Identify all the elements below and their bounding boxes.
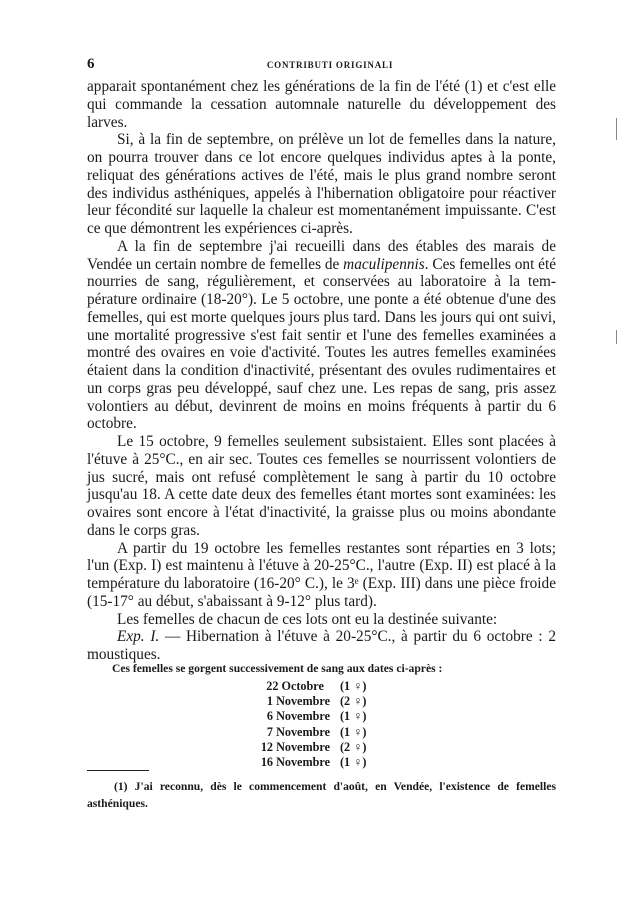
count: (1 ♀): [340, 724, 367, 739]
date: 6 Novembre: [266, 709, 330, 724]
text: — Hibernation à l'étuve à 20-25°C., à partir du 6 octobre : 2 moustiques.: [87, 628, 556, 663]
text: . Ces femelles ont été nourries de sang, régulièrement, et conservées au laboratoire à la température ordinaire (18-20°). Le 5 octobre, une ponte a été obtenue d'une des femelles, qui est morte quelques jours plus tard. Dans les jours qui ont suivi, une mortalité progressive s'est fait sentir et l'une des femelles examinées a montré des ovaires en voie d'activité. Toutes les autres femelles examinées étaient dans la condition d'inactivité, présentant des ovules rudimentaires et un corps gras peu développé, sauf chez une. Les repas de sang, pris assez volontiers au début, devinrent de moins en moins fréquents à partir du 6 octobre.: [87, 255, 556, 433]
paragraph: apparait spontanément chez les générations de la fin de l'été (1) et c'est elle qui commande la cessation automnale naturelle du développement des larves.: [87, 78, 556, 131]
feeding-intro: Ces femelles se gorgent successivement de sang aux dates ci-après :: [112, 662, 443, 675]
species-name: maculipennis: [343, 255, 425, 273]
count: (2 ♀): [340, 739, 367, 754]
list-item: [230, 725, 366, 740]
count: (2 ♀): [340, 694, 367, 709]
footnote-text: (1) J'ai reconnu, dès le commencement d'août, en Vendée, l'existence de femelles asthéniques.: [87, 780, 556, 810]
body-text: [87, 78, 556, 664]
paragraph: A partir du 19 octobre les femelles restantes sont réparties en 3 lots; l'un (Exp. I) est maintenu à l'étuve à 20-25°C., l'autre (Exp. II) est placé à la température du laboratoire (16-20° C.), le 3ᵉ (Exp. III) dans une pièce froide (15-17° au début, s'abaissant à 9-12° plus tard).: [87, 539, 556, 610]
page-number: 6: [87, 56, 95, 72]
paragraph: Si, à la fin de septembre, on prélève un lot de femelles dans la nature, on pourra trouver dans ce lot encore quelques individus aptes à la ponte, reliquat des générations actives de l'été, mais le plus grand nombre seront des individus asthéniques, appelés à l'hibernation obligatoire pour réactiver leur fécondité sur laquelle la chaleur est momentanément impuissante. C'est ce que démontrent les expériences ci-après.: [87, 131, 556, 237]
list-item: [230, 679, 366, 694]
date: 7 Novembre: [266, 724, 330, 739]
paragraph: [87, 628, 556, 664]
feeding-dates-list: [230, 679, 366, 770]
text: A la fin de septembre j'ai recueilli dans des étables des marais de Vendée un certain nombre de femelles de: [87, 237, 556, 273]
date: 16 Novembre: [260, 755, 330, 770]
footnote-divider: [87, 770, 149, 771]
paragraph: Les femelles de chacun de ces lots ont eu la destinée suivante:: [117, 610, 498, 628]
count: (1 ♀): [340, 679, 367, 693]
date: 1 Novembre: [266, 694, 330, 709]
running-head: CONTRIBUTI ORIGINALI: [266, 60, 394, 70]
scan-edge-mark: [616, 118, 617, 140]
date: 22 Octobre: [266, 679, 330, 693]
count: (1 ♀): [340, 755, 367, 770]
count: (1 ♀): [340, 709, 367, 724]
footnote: [87, 778, 556, 812]
paragraph: Le 15 octobre, 9 femelles seulement subsistaient. Elles sont placées à l'étuve à 25°C., en air sec. Toutes ces femelles se nourrissent volontiers de jus sucré, mais ont refusé complètement le sang à partir du 10 octobre jusqu'au 18. A cette date deux des femelles étant mortes sont examinées: les ovaires sont encore à l'état d'inactivité, la graisse plus ou moins abondante dans le corps gras.: [87, 433, 556, 539]
list-item: [230, 709, 366, 724]
list-item: [230, 740, 366, 755]
list-item: [230, 694, 366, 709]
list-item: [230, 755, 366, 770]
experiment-label: Exp. I.: [117, 628, 160, 646]
date: 12 Novembre: [260, 739, 330, 754]
paragraph: [87, 238, 556, 433]
scan-edge-mark: [616, 330, 617, 344]
